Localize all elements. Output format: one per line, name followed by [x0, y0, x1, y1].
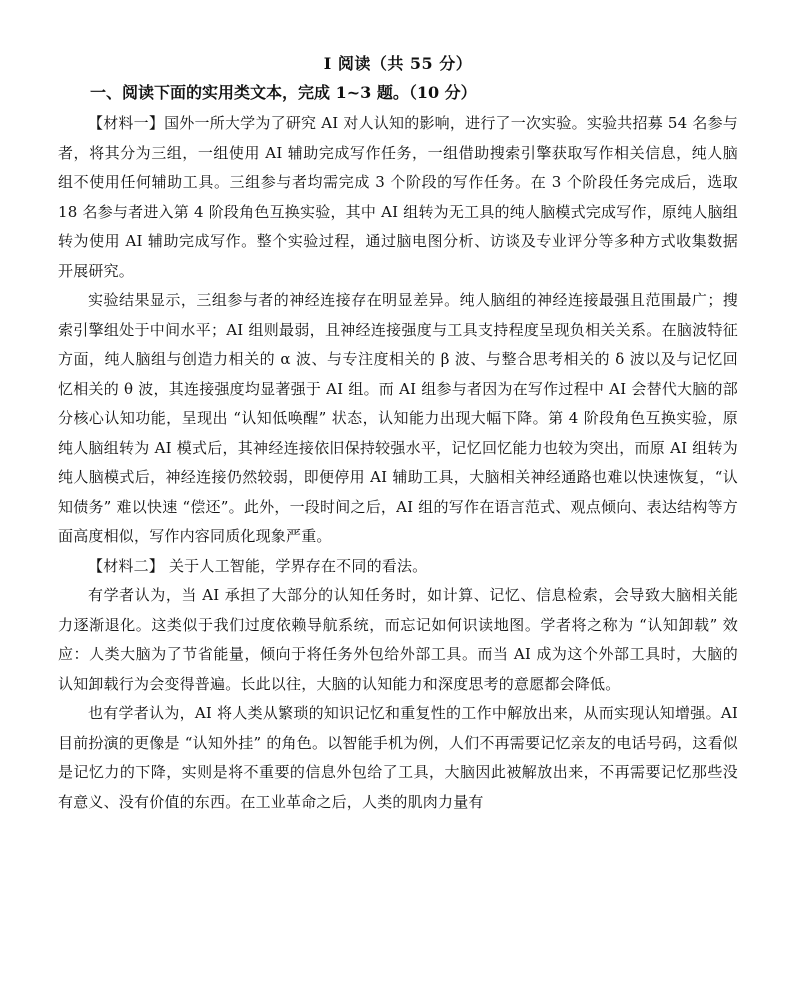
material2-text-1: 关于人工智能，学界存在不同的看法。 [164, 556, 428, 575]
material1-paragraph-1 [58, 109, 738, 286]
document-page [0, 40, 794, 981]
material2-paragraph-2: 有学者认为，当 AI 承担了大部分的认知任务时，如计算、记忆、信息检索，会导致大脑相关能力逐渐退化。这类似于我们过度依赖导航系统，而忘记如何识读地图。学者将之称为 “认知卸载” 效应：人类大脑为了节省能量，倾向于将任务外包给外部工具。而当 AI 成为这个外部工具时，大脑的认知卸载行为会变得普遍。长此以往，大脑的认知能力和深度思考的意愿都会降低。 [58, 586, 738, 693]
material1-label: 【材料一】 [88, 114, 165, 132]
document-content [58, 52, 738, 817]
material2-paragraph-3: 也有学者认为，AI 将人类从繁琐的知识记忆和重复性的工作中解放出来，从而实现认知增强。AI 目前扮演的更像是 “认知外挂” 的角色。以智能手机为例，人们不再需要记忆亲友的电话号码，这看似是记忆力的下降，实则是将不重要的信息外包给了工具，大脑因此被解放出来，不再需要记忆那些没有意义、没有价值的东西。在工业革命之后，人类的肌肉力量有 [58, 704, 738, 811]
material2-paragraph-1 [58, 552, 738, 582]
material1-text-1: 国外一所大学为了研究 AI 对人认知的影响，进行了一次实验。实验共招募 54 名参与者，将其分为三组，一组使用 AI 辅助完成写作任务，一组借助搜索引擎获取写作相关信息，纯人脑组不使用任何辅助工具。三组参与者均需完成 3 个阶段的写作任务。在 3 个阶段任务完成后，选取 18 名参与者进入第 4 阶段角色互换实验，其中 AI 组转为无工具的纯人脑模式完成写作，原纯人脑组转为使用 AI 辅助完成写作。整个实验过程，通过脑电图分析、访谈及专业评分等多种方式收集数据开展研究。 [58, 114, 738, 280]
viewer-top-bar [0, 0, 794, 41]
material1-paragraph-2: 实验结果显示，三组参与者的神经连接存在明显差异。纯人脑组的神经连接最强且范围最广；搜索引擎组处于中间水平；AI 组则最弱，且神经连接强度与工具支持程度呈现负相关关系。在脑波特征方面，纯人脑组与创造力相关的 α 波、与专注度相关的 β 波、与整合思考相关的 δ 波以及与记忆回忆相关的 θ 波，其连接强度均显著强于 AI 组。而 AI 组参与者因为在写作过程中 AI 会替代大脑的部分核心认知功能，呈现出 “认知低唤醒” 状态，认知能力出现大幅下降。第 4 阶段角色互换实验，原纯人脑组转为 AI 模式后，其神经连接依旧保持较强水平，记忆回忆能力也较为突出，而原 AI 组转为纯人脑模式后，神经连接仍然较弱，即便停用 AI 辅助工具，大脑相关神经通路也难以快速恢复，“认知债务” 难以快速 “偿还”。此外，一段时间之后，AI 组的写作在语言范式、观点倾向、表达结构等方面高度相似，写作内容同质化现象严重。 [58, 291, 738, 545]
material2-label: 【材料二】 [88, 556, 165, 575]
question-title: 一、阅读下面的实用类文本，完成 1~3 题。（10 分） [90, 83, 477, 102]
section-title: Ⅰ 阅读（共 55 分） [323, 54, 473, 73]
